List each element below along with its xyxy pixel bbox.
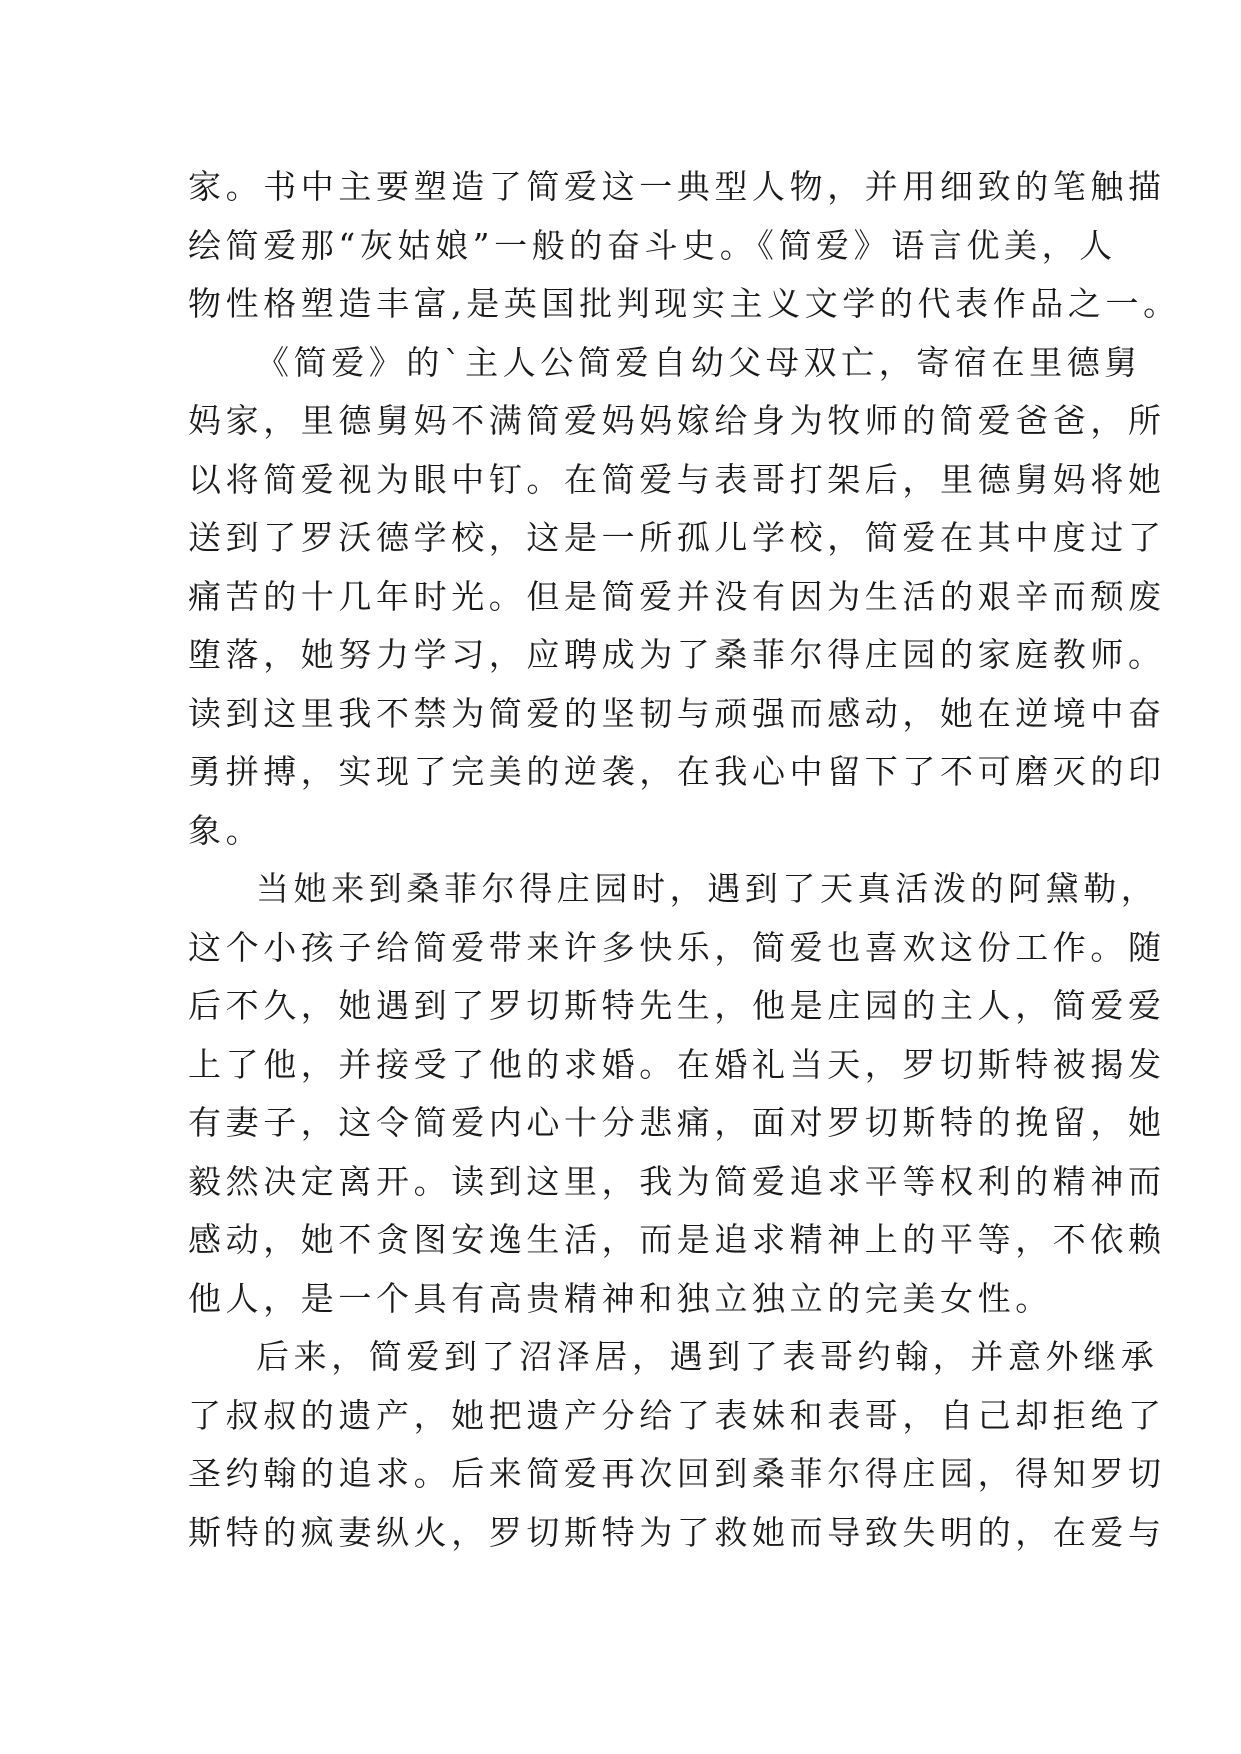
- paragraph-start-line: 《简爱》的`主人公简爱自幼父母双亡，寄宿在里德舅: [256, 342, 1142, 382]
- text-line: 痛苦的十几年时光。但是简爱并没有因为生活的艰辛而颓废: [188, 576, 1166, 616]
- paragraph-start-line: 后来，简爱到了沼泽居，遇到了表哥约翰，并意外继承: [256, 1337, 1159, 1376]
- text-line: 读到这里我不禁为简爱的坚韧与顽强而感动，她在逆境中奋: [188, 693, 1166, 733]
- paragraph-start-line: 当她来到桑菲尔得庄园时，遇到了天真活泼的阿黛勒，: [256, 869, 1159, 908]
- text-line: 后不久，她遇到了罗切斯特先生，他是庄园的主人，简爱爱: [188, 986, 1166, 1025]
- text-line: 以将简爱视为眼中钉。在简爱与表哥打架后，里德舅妈将她: [188, 459, 1166, 499]
- body-text: [188, 158, 1181, 1562]
- text-line: 毅然决定离开。读到这里，我为简爱追求平等权利的精神而: [188, 1161, 1166, 1201]
- text-line: 了叔叔的遗产，她把遗产分给了表妹和表哥，自己却拒绝了: [188, 1395, 1166, 1435]
- text-line: 妈家，里德舅妈不满简爱妈妈嫁给身为牧师的简爱爸爸，所: [188, 401, 1166, 440]
- text-line: 象。: [188, 810, 264, 850]
- text-line: 斯特的疯妻纵火，罗切斯特为了救她而导致失明的，在爱与: [188, 1512, 1166, 1552]
- text-line: 有妻子，这令简爱内心十分悲痛，面对罗切斯特的挽留，她: [188, 1103, 1166, 1142]
- text-line: 堕落，她努力学习，应聘成为了桑菲尔得庄园的家庭教师。: [188, 635, 1166, 674]
- text-line: 勇拼搏，实现了完美的逆袭，在我心中留下了不可磨灭的印: [188, 752, 1166, 791]
- text-line: 送到了罗沃德学校，这是一所孤儿学校，简爱在其中度过了: [188, 518, 1166, 557]
- text-line: 这个小孩子给简爱带来许多快乐，简爱也喜欢这份工作。随: [188, 927, 1166, 967]
- text-line: 感动，她不贪图安逸生活，而是追求精神上的平等，不依赖: [188, 1220, 1166, 1259]
- text-line: 上了他，并接受了他的求婚。在婚礼当天，罗切斯特被揭发: [188, 1044, 1166, 1084]
- text-line: 物性格塑造丰富,是英国批判现实主义文学的代表作品之一。: [188, 284, 1181, 323]
- text-line: 家。书中主要塑造了简爱这一典型人物，并用细致的笔触描: [188, 167, 1166, 206]
- text-line: 他人，是一个具有高贵精神和独立独立的完美女性。: [188, 1278, 1053, 1318]
- text-line: 绘简爱那“灰姑娘”一般的奋斗史。《简爱》语言优美，人: [188, 225, 1117, 265]
- text-line: 圣约翰的追求。后来简爱再次回到桑菲尔得庄园，得知罗切: [188, 1454, 1166, 1493]
